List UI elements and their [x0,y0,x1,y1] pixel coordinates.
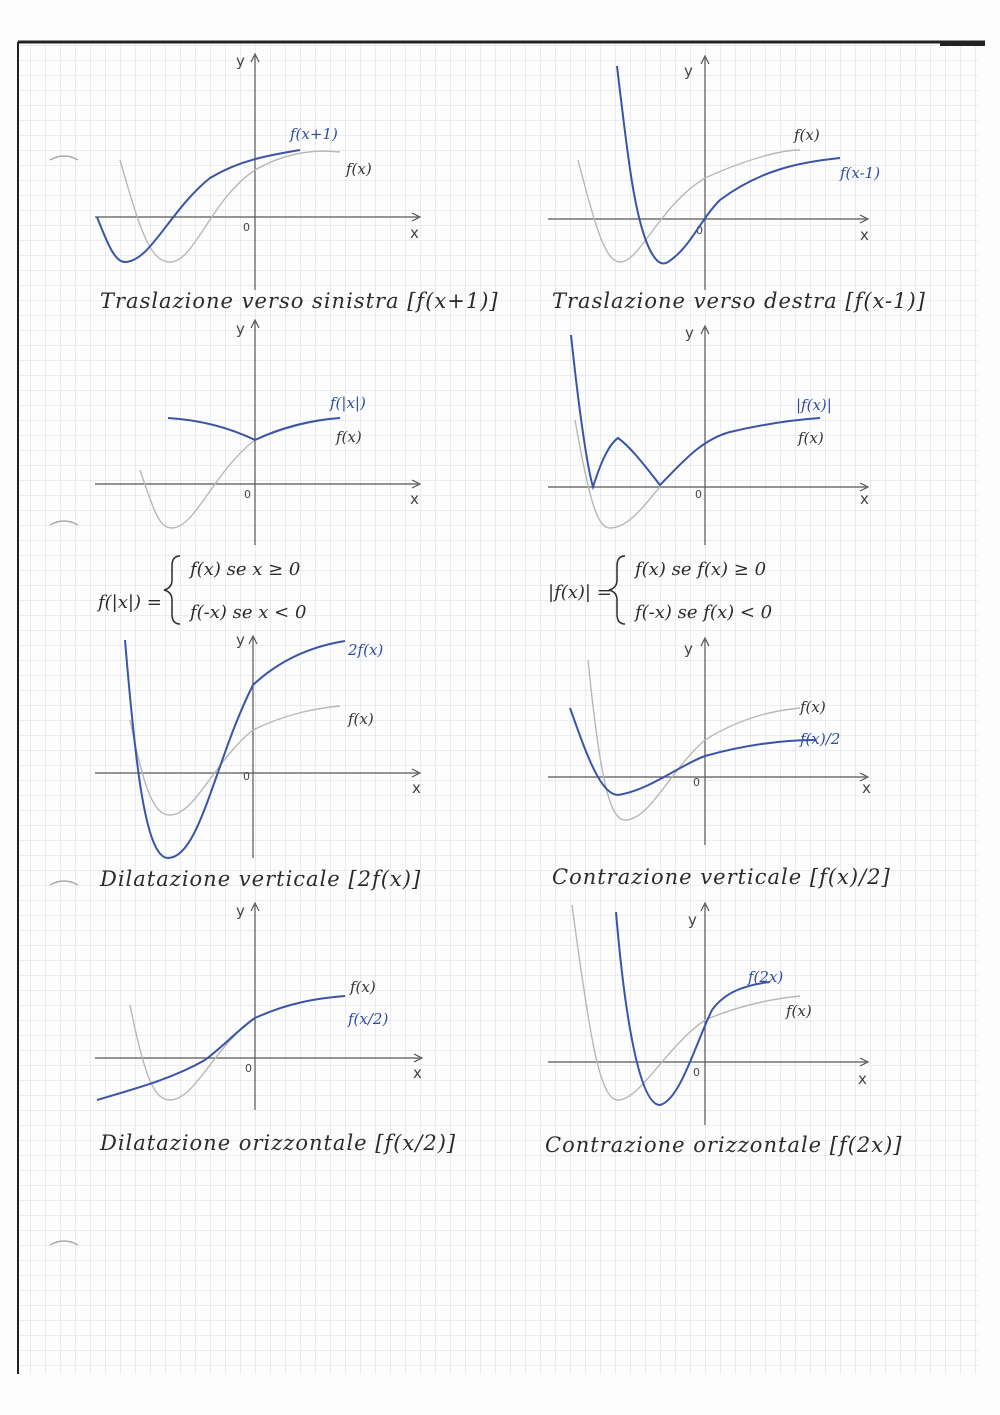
origin-label: 0 [693,1066,700,1079]
label-f-x: f(x) [348,710,374,728]
origin-label: 0 [245,1062,252,1075]
y-axis-label: y [236,52,245,70]
label-f-x: f(x) [794,126,820,144]
label-f-x: f(x) [346,160,372,178]
grid-background [18,42,978,1374]
origin-label: 0 [243,221,250,234]
label-f-2x: f(2x) [748,968,784,986]
x-axis-label: x [413,1064,422,1082]
caption-v-stretch: Dilatazione verticale [2f(x)] [100,867,422,891]
caption-h-stretch: Dilatazione orizzontale [f(x/2)] [100,1131,457,1155]
label-f-x-minus-1: f(x-1) [840,164,881,182]
caption-h-compress: Contrazione orizzontale [f(2x)] [545,1133,903,1157]
formula-case-1: f(x) se x ≥ 0 [190,559,301,580]
origin-label: 0 [244,488,251,501]
x-axis-label: x [860,490,869,508]
y-axis-label: y [236,320,245,338]
formula-lhs: f(|x|) = [98,592,162,613]
caption-v-compress: Contrazione verticale [f(x)/2] [552,865,891,889]
origin-label: 0 [695,488,702,501]
label-f-x: f(x) [336,428,362,446]
y-axis-label: y [236,631,245,649]
caption-right-shift: Traslazione verso destra [f(x-1)] [552,289,926,313]
label-f-x: f(x) [786,1002,812,1020]
label-f-x: f(x) [800,698,826,716]
label-f-x: f(x) [350,978,376,996]
caption-left-shift: Traslazione verso sinistra [f(x+1)] [100,289,499,313]
y-axis-label: y [684,62,693,80]
label-abs-f-x: |f(x)| [796,396,832,414]
label-f-x: f(x) [798,429,824,447]
formula-case-1: f(x) se f(x) ≥ 0 [635,559,767,580]
label-2f-x: 2f(x) [348,641,384,659]
x-axis-label: x [862,779,871,797]
origin-label: 0 [696,224,703,237]
x-axis-label: x [410,490,419,508]
formula-case-2: f(-x) se x < 0 [190,602,307,623]
label-f-x-plus-1: f(x+1) [290,125,338,143]
origin-label: 0 [243,770,250,783]
y-axis-label: y [236,902,245,920]
y-axis-label: y [684,640,693,658]
label-f-abs-x: f(|x|) [330,394,366,412]
y-axis-label: y [688,911,697,929]
x-axis-label: x [412,779,421,797]
x-axis-label: x [410,224,419,242]
label-f-x-half: f(x)/2 [800,730,841,748]
formula-case-2: f(-x) se f(x) < 0 [635,602,773,623]
label-f-x-half: f(x/2) [348,1010,389,1028]
y-axis-label: y [685,324,694,342]
x-axis-label: x [858,1070,867,1088]
x-axis-label: x [860,226,869,244]
origin-label: 0 [693,776,700,789]
formula-lhs: |f(x)| = [548,582,612,603]
